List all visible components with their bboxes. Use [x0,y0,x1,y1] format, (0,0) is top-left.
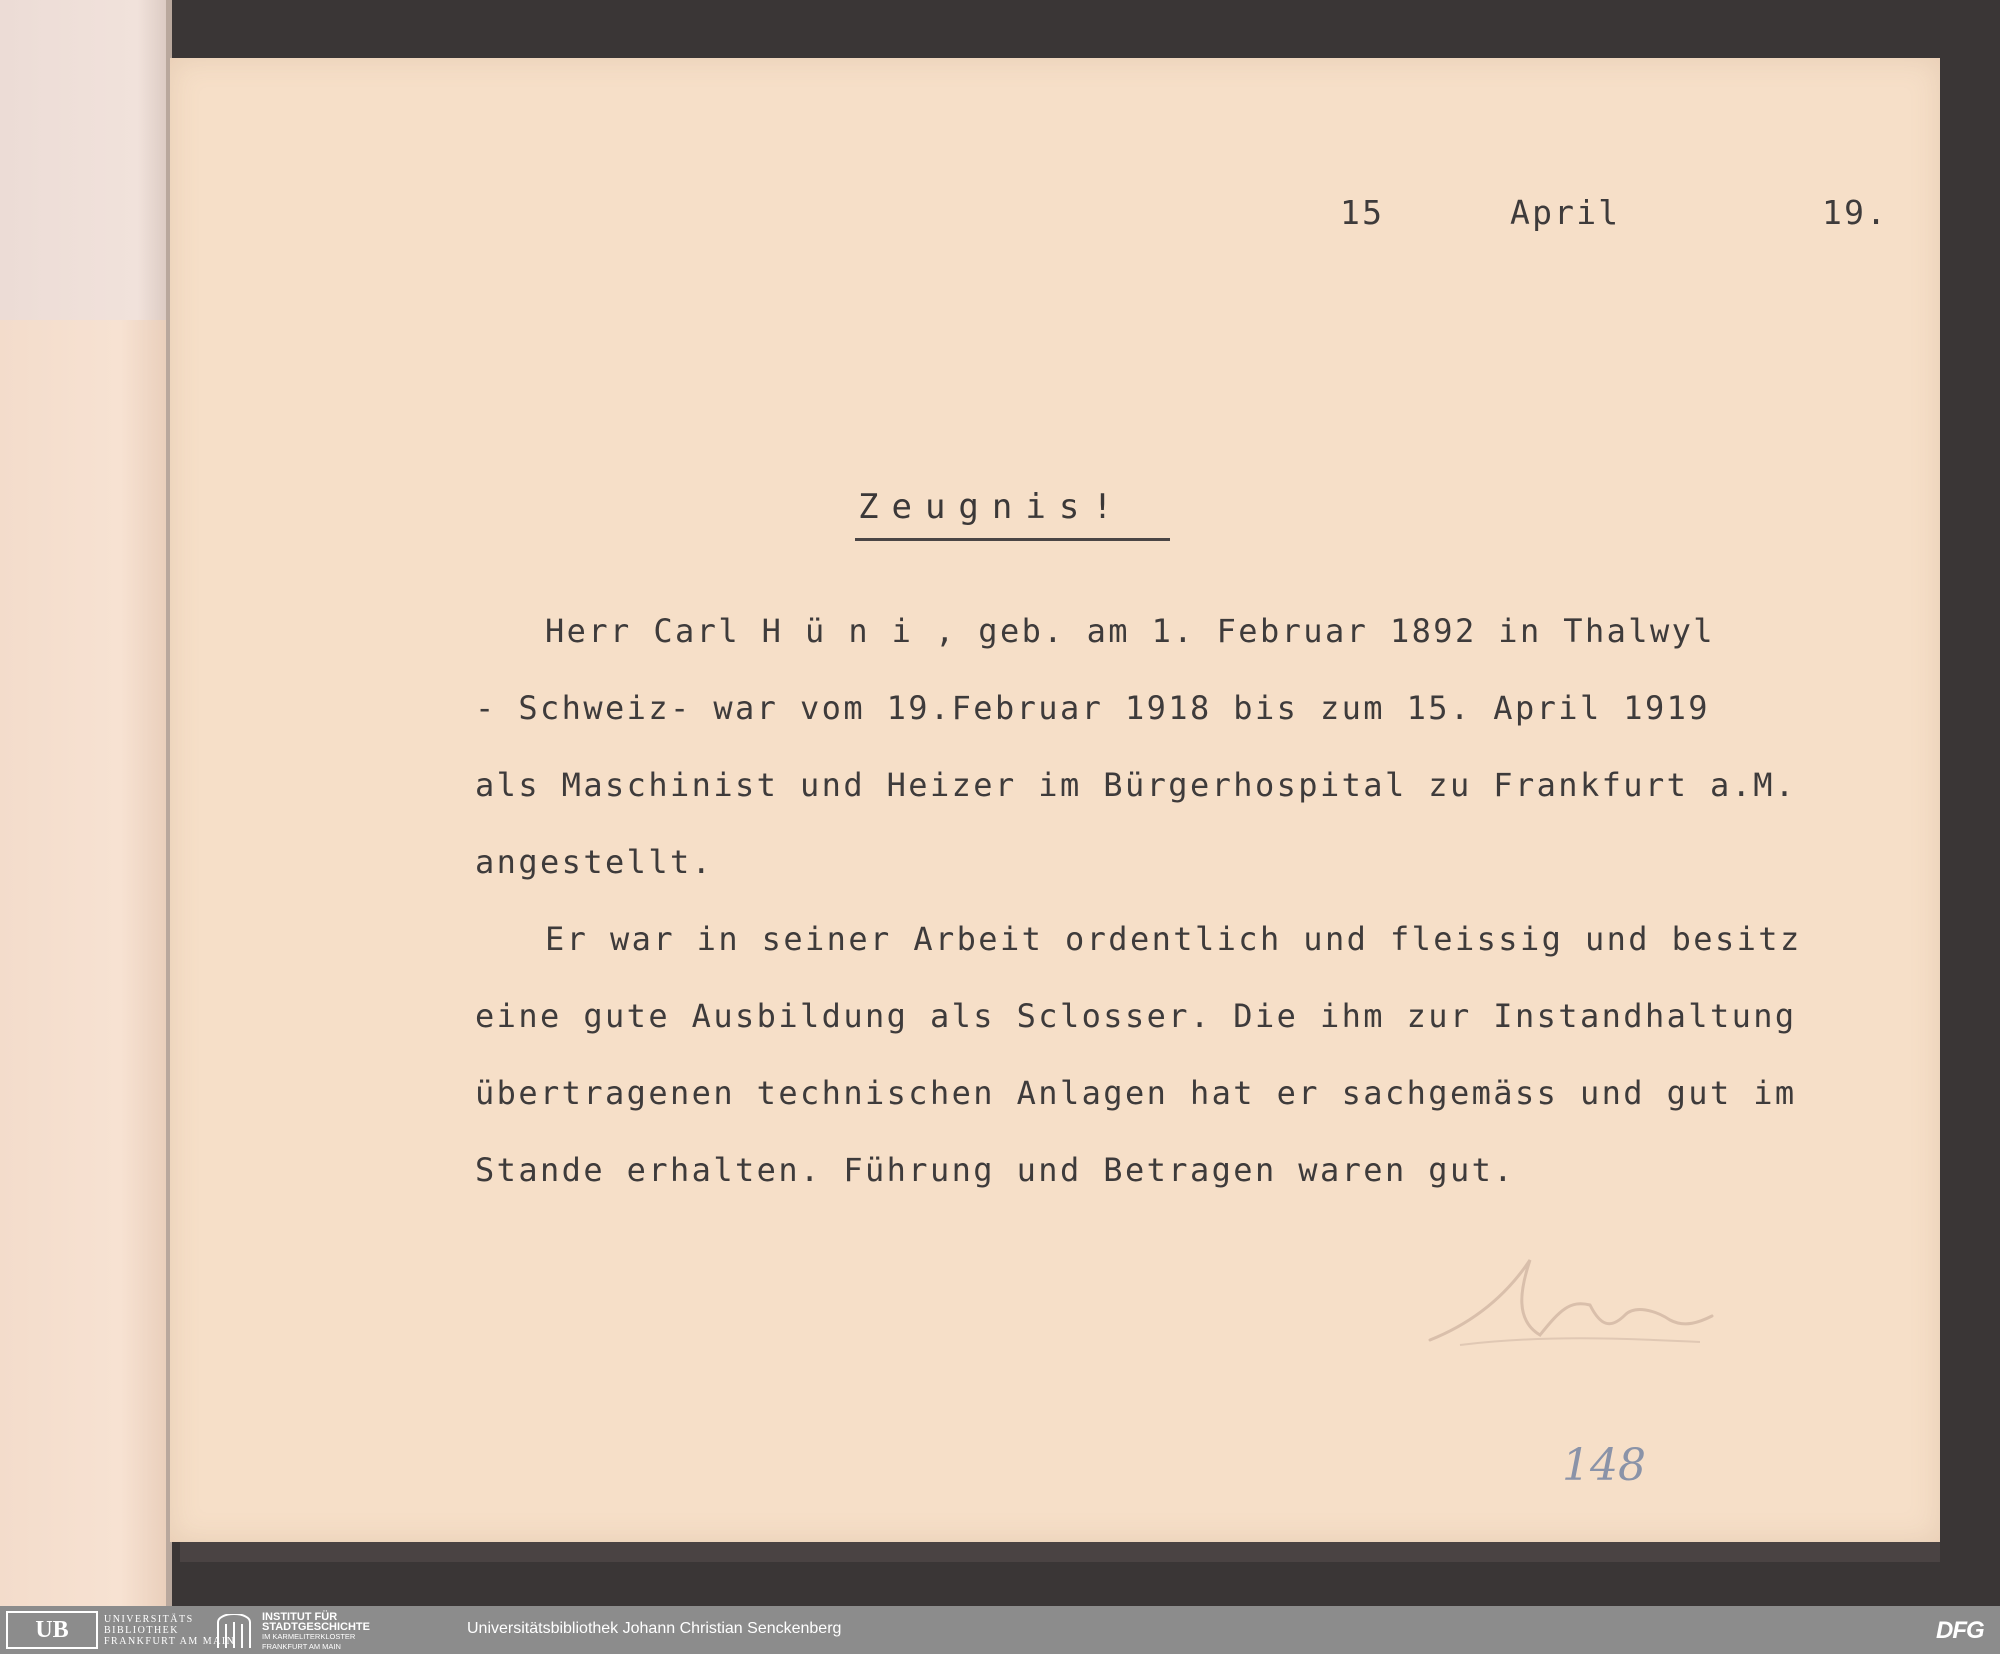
handwritten-signature [1420,1250,1720,1360]
body-line-7: übertragenen technischen Anlagen hat er sachgemäss und gut im [475,1074,1797,1112]
document-title: Zeugnis! [858,487,1126,527]
date-day: 15 [1340,193,1385,232]
body-line-3: als Maschinist und Heizer im Bürgerhospital zu Frankfurt a.M. [475,766,1797,804]
institute-line-2: STADTGESCHICHTE [262,1621,370,1633]
footer-bar [0,1606,2000,1654]
dfg-logo[interactable]: DFG [1936,1617,1984,1644]
ub-logo-line-3: FRANKFURT AM MAIN [104,1635,236,1647]
date-month: April [1510,193,1621,232]
institute-line-4: FRANKFURT AM MAIN [262,1642,341,1651]
title-underline [855,538,1170,541]
columns-icon [214,1614,254,1650]
ub-logo-line-2: BIBLIOTHEK [104,1624,179,1636]
institute-line-3: IM KARMELITERKLOSTER [262,1632,356,1641]
ub-logo-mark: UB [6,1611,98,1649]
footer-caption: Universitätsbibliothek Johann Christian Senckenberg [467,1620,842,1637]
archive-number: 148 [1562,1440,1646,1491]
institute-logo-text [262,1612,370,1652]
institute-line-1: INSTITUT FÜR [262,1611,338,1623]
body-line-4: angestellt. [475,843,714,881]
body-line-5: Er war in seiner Arbeit ordentlich und fleissig und besitz [545,920,1802,958]
date-year: 19. [1822,193,1889,232]
body-line-6: eine gute Ausbildung als Sclosser. Die ihm zur Instandhaltung [475,997,1797,1035]
adjacent-page-top-strip [0,0,172,320]
ub-logo-line-1: UNIVERSITÄTS [104,1613,194,1625]
scan-background-band [180,1542,1940,1562]
institute-logo[interactable] [214,1612,370,1652]
adjacent-page [0,0,172,1606]
body-line-8: Stande erhalten. Führung und Betragen waren gut. [475,1151,1515,1189]
body-line-2: - Schweiz- war vom 19.Februar 1918 bis zum 15. April 1919 [475,689,1710,727]
ub-logo[interactable] [6,1612,235,1648]
body-line-1: Herr Carl H ü n i , geb. am 1. Februar 1892 in Thalwyl [545,612,1715,650]
